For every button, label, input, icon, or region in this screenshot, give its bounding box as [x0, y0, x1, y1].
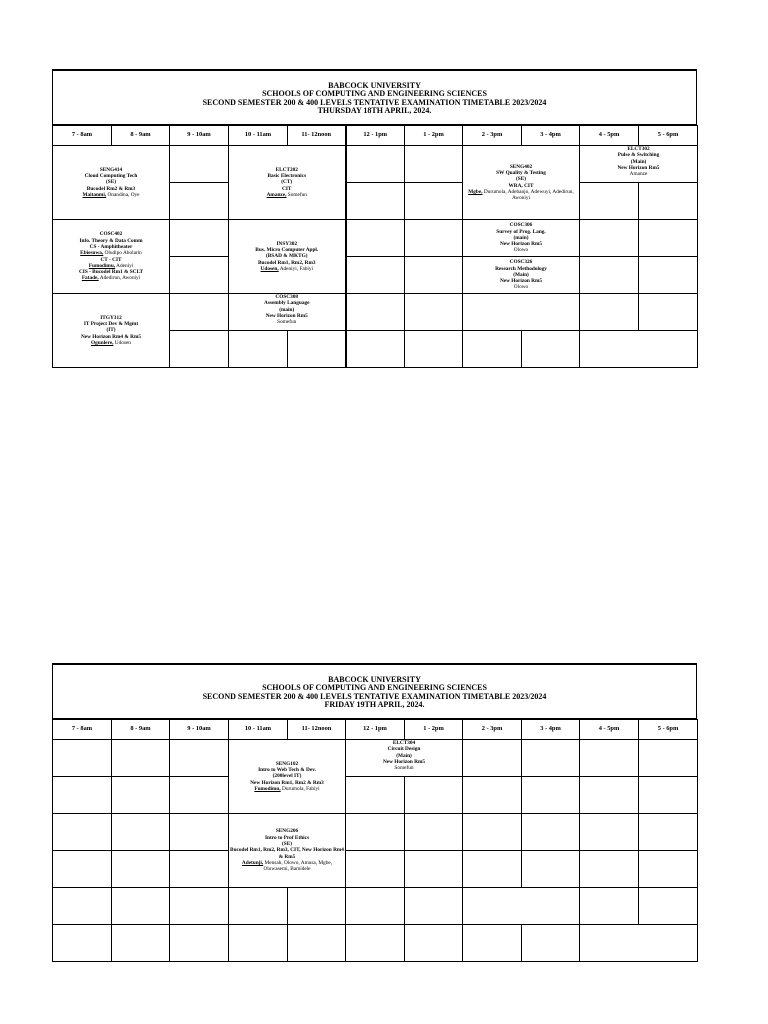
empty-cell [522, 851, 580, 888]
course-code: SENG206 [275, 828, 299, 835]
time-slot: 10 - 11am [229, 126, 288, 146]
lead-invigilator: Adetunji, [241, 859, 264, 866]
empty-cell [405, 851, 463, 888]
course-title: Cloud Computing Tech [84, 173, 138, 180]
course-code: SENG102 [275, 760, 299, 767]
course-title: SW Quality & Testing [496, 169, 546, 176]
empty-cell [405, 220, 463, 257]
empty-cell [639, 777, 698, 814]
time-slot: 1 - 2pm [405, 126, 463, 146]
lead-invigilator: Ebiesuwa, [80, 250, 104, 257]
timetable-title: SECOND SEMESTER 200 & 400 LEVELS TENTATIVE EXAMINATION TIMETABLE 2023/2024 [202, 97, 547, 107]
empty-cell [405, 925, 463, 962]
time-slot: 10 - 11am [229, 720, 288, 740]
exam-venue: New Horizon Rm5 [499, 241, 543, 248]
timetable-grid [52, 719, 698, 962]
course-group: (Main) [513, 271, 529, 278]
empty-cell [405, 331, 463, 368]
course-group: (200level IT) [272, 773, 302, 780]
exam-cell-cosc326 [463, 257, 580, 294]
course-title: Survey of Prog. Lang. [496, 228, 546, 235]
school-name: SCHOOLS OF COMPUTING AND ENGINEERING SCIENCES [262, 89, 487, 99]
empty-cell [522, 777, 580, 814]
school-name: SCHOOLS OF COMPUTING AND ENGINEERING SCIENCES [262, 683, 487, 693]
course-code: INSY302 [276, 240, 298, 247]
time-slot: 3 - 4pm [522, 720, 580, 740]
invigilators: Somefun [394, 765, 414, 772]
time-slot: 9 - 10am [170, 126, 229, 146]
empty-cell [112, 740, 170, 777]
exam-venue: CS - Amphitheater [89, 243, 133, 250]
course-code: COSC308 [275, 294, 299, 300]
invigilators: Olowo [513, 284, 529, 291]
course-code: SENG402 [509, 163, 533, 170]
invigilators: Amanze [629, 171, 648, 178]
invigilators: Udosen [113, 339, 131, 346]
empty-cell [170, 925, 229, 962]
empty-cell [639, 851, 698, 888]
empty-cell [170, 851, 229, 888]
time-slot: 12 - 1pm [346, 126, 405, 146]
empty-cell [580, 851, 639, 888]
exam-venue: Bucodel Rm2 & Rm3 [86, 185, 136, 192]
empty-cell [170, 146, 229, 183]
lead-invigilator: Maitanmi, [82, 191, 107, 198]
exam-venue: Bucodel Rm1, Rm2, Rm3 [257, 259, 316, 266]
empty-cell [170, 777, 229, 814]
empty-cell [112, 925, 170, 962]
empty-cell [53, 888, 112, 925]
course-code: SENG414 [99, 166, 123, 173]
empty-cell [346, 814, 405, 851]
course-title: Bus. Micro Computer Appl. [255, 247, 319, 254]
time-slot: 2 - 3pm [463, 720, 522, 740]
exam-date: FRIDAY 19TH APRIL, 2024. [324, 700, 425, 710]
empty-cell [405, 777, 463, 814]
empty-cell [522, 740, 580, 777]
empty-cell [463, 888, 580, 925]
course-group: (IT) [106, 327, 116, 334]
exam-venue: CIT [282, 185, 292, 192]
time-slot: 9 - 10am [170, 720, 229, 740]
exam-cell-itgy312 [53, 294, 170, 368]
empty-cell [346, 925, 405, 962]
exam-venue: New Horizon Rm5 [499, 278, 543, 285]
invigilators: Oludipo Abolarin [103, 250, 142, 257]
empty-cell [405, 888, 463, 925]
invigilators: Olowo [513, 247, 529, 254]
empty-cell [170, 257, 229, 294]
empty-cell [53, 851, 112, 888]
empty-cell [463, 294, 580, 331]
empty-cell [288, 888, 346, 925]
exam-venue: New Horizon Rm5 [265, 312, 308, 319]
empty-cell [288, 331, 346, 368]
empty-cell [580, 220, 639, 257]
empty-cell [463, 851, 522, 888]
invigilators: Adedirun, Awoniyi [98, 275, 141, 282]
time-slot: 7 - 8am [53, 126, 112, 146]
course-group: (BSAD & MKTG) [266, 253, 308, 260]
invigilators: Somefun [286, 191, 307, 198]
time-slot: 5 - 6pm [639, 720, 698, 740]
empty-cell [580, 740, 639, 777]
empty-cell [53, 814, 112, 851]
empty-cell [112, 888, 170, 925]
time-slot: 8 - 9am [112, 720, 170, 740]
timetable-header [52, 69, 697, 125]
timetable-friday [52, 663, 697, 962]
exam-venue: New Horizon Rm5 [617, 164, 660, 171]
empty-cell [112, 814, 170, 851]
empty-cell [580, 294, 639, 331]
course-title: Circuit Design [387, 746, 421, 753]
university-name: BABCOCK UNIVERSITY [328, 675, 421, 684]
exam-venue: Bucodel Rm1, Rm2, Rm3, CIT, New Horizon Rm4 & Rm5 [230, 847, 344, 860]
exam-venue: New Horizon Rm1, Rm2 & Rm3 [250, 779, 324, 786]
course-code: ELCT302 [627, 146, 650, 152]
invigilators: Onandina, Oye [106, 191, 140, 198]
empty-cell [288, 925, 346, 962]
empty-cell [346, 220, 405, 257]
empty-cell [463, 925, 522, 962]
empty-cell [346, 777, 405, 814]
lead-invigilator: Fumodimu, [254, 785, 281, 792]
timetable-grid [52, 125, 698, 368]
exam-cell-seng402 [463, 146, 580, 220]
empty-cell [639, 220, 698, 257]
empty-cell [405, 294, 463, 331]
course-title: Pulse & Switching [617, 152, 660, 159]
time-slot: 11- 12noon [288, 720, 346, 740]
course-group: (main) [279, 306, 295, 313]
course-title: IT Project Dev & Mgmt [83, 321, 139, 328]
empty-cell [229, 888, 288, 925]
empty-cell [170, 294, 229, 331]
exam-venue: CT - CIT [100, 256, 122, 263]
invigilators: Mensah, Olowo, Amusa, Mgbe, Oluwasemi, Bamidele [263, 859, 333, 873]
empty-cell [522, 814, 580, 851]
course-group: (SE) [281, 841, 292, 848]
exam-cell-cosc306 [463, 220, 580, 257]
course-group: (Main) [630, 158, 647, 165]
empty-cell [405, 257, 463, 294]
exam-cell-elct202 [229, 146, 346, 220]
timetable-header [52, 663, 697, 719]
time-slot: 3 - 4pm [522, 126, 580, 146]
empty-cell [463, 814, 522, 851]
exam-cell-seng414 [53, 146, 170, 220]
exam-cell-cosc402 [53, 220, 170, 294]
lead-invigilator: Ogunlere, [91, 339, 114, 346]
exam-venue: New Horizon Rm4 & Rm5 [80, 333, 142, 340]
empty-cell [580, 925, 698, 962]
exam-venue: CIS - Bucodel Rm1 & SCLT [78, 269, 144, 276]
exam-cell-elct304 [346, 740, 463, 777]
invigilators: Durumola, Fabiyi [280, 785, 320, 792]
empty-cell [639, 740, 698, 777]
empty-cell [405, 183, 463, 220]
course-code: ITGY312 [100, 314, 122, 321]
empty-cell [639, 814, 698, 851]
course-title: Intro to Web Tech & Dev. [258, 767, 316, 774]
exam-cell-seng206 [229, 814, 346, 888]
empty-cell [639, 294, 698, 331]
course-code: ELCT202 [275, 166, 298, 173]
empty-cell [346, 183, 405, 220]
lead-invigilator: Fatade, [81, 275, 99, 282]
course-title: Research Methodology [495, 265, 547, 272]
empty-cell [170, 814, 229, 851]
empty-cell [53, 777, 112, 814]
empty-cell [580, 183, 639, 220]
empty-cell [346, 146, 405, 183]
exam-cell-seng102 [229, 740, 346, 814]
time-slot-row [53, 720, 698, 740]
empty-cell [580, 888, 639, 925]
empty-cell [170, 740, 229, 777]
university-name: BABCOCK UNIVERSITY [328, 81, 421, 90]
empty-cell [463, 331, 522, 368]
empty-cell [112, 777, 170, 814]
empty-cell [53, 740, 112, 777]
course-group: (main) [513, 234, 529, 241]
course-title: Intro to Prof Ethics [264, 834, 310, 841]
empty-cell [229, 925, 288, 962]
empty-cell [580, 777, 639, 814]
course-group: (SE) [515, 176, 526, 183]
exam-cell-cosc308 [229, 294, 346, 331]
empty-cell [522, 925, 580, 962]
course-title: Assembly Language [264, 300, 310, 307]
empty-cell [639, 257, 698, 294]
empty-cell [346, 888, 405, 925]
invigilators: Somefun [277, 319, 297, 326]
empty-cell [580, 814, 639, 851]
lead-invigilator: Mgbe, [468, 188, 483, 195]
lead-invigilator: Amanze, [266, 191, 287, 198]
exam-cell-insy302 [229, 220, 346, 294]
exam-venue: WRA, CIT [508, 182, 534, 189]
empty-cell [522, 331, 580, 368]
empty-cell [639, 183, 698, 220]
time-slot: 1 - 2pm [405, 720, 463, 740]
empty-cell [346, 257, 405, 294]
empty-cell [229, 331, 288, 368]
empty-cell [346, 294, 405, 331]
time-slot: 4 - 5pm [580, 720, 639, 740]
lead-invigilator: Udosen, [260, 265, 279, 272]
empty-cell [580, 331, 698, 368]
empty-cell [170, 183, 229, 220]
empty-cell [53, 925, 112, 962]
exam-cell-elct302 [580, 146, 698, 183]
empty-cell [170, 331, 229, 368]
time-slot: 2 - 3pm [463, 126, 522, 146]
time-slot: 12 - 1pm [346, 720, 405, 740]
time-slot: 5 - 6pm [639, 126, 698, 146]
exam-date: THURSDAY 18TH APRIL, 2024. [317, 106, 432, 116]
empty-cell [346, 851, 405, 888]
empty-cell [580, 257, 639, 294]
time-slot-row [53, 126, 698, 146]
time-slot: 7 - 8am [53, 720, 112, 740]
invigilators: Adeniyi [115, 262, 134, 269]
time-slot: 11- 12noon [288, 126, 346, 146]
lead-invigilator: Fumodimu, [88, 262, 116, 269]
course-group: (SE) [105, 179, 116, 186]
invigilators: Adeniyi, Fabiyi [278, 265, 313, 272]
time-slot: 8 - 9am [112, 126, 170, 146]
empty-cell [112, 851, 170, 888]
course-group: (CT) [281, 179, 293, 186]
empty-cell [639, 888, 698, 925]
empty-cell [463, 740, 522, 777]
course-title: Basic Electronics [267, 173, 307, 180]
course-title: Info. Theory & Data Comm [79, 237, 143, 244]
course-code: ELCT304 [392, 740, 416, 746]
empty-cell [405, 146, 463, 183]
empty-cell [170, 220, 229, 257]
exam-venue: New Horizon Rm5 [382, 758, 426, 765]
course-code: COSC326 [509, 259, 533, 266]
course-group: (Main) [396, 752, 412, 759]
course-code: COSC402 [99, 231, 123, 238]
empty-cell [463, 777, 522, 814]
time-slot: 4 - 5pm [580, 126, 639, 146]
timetable-thursday [52, 69, 697, 368]
empty-cell [405, 814, 463, 851]
empty-cell [346, 331, 405, 368]
invigilators: Durumola, Adebanjo, Adewuyi, Adedirun, Awoniyi [482, 188, 574, 202]
timetable-title: SECOND SEMESTER 200 & 400 LEVELS TENTATIVE EXAMINATION TIMETABLE 2023/2024 [202, 691, 547, 701]
course-code: COSC306 [509, 222, 533, 229]
empty-cell [170, 888, 229, 925]
